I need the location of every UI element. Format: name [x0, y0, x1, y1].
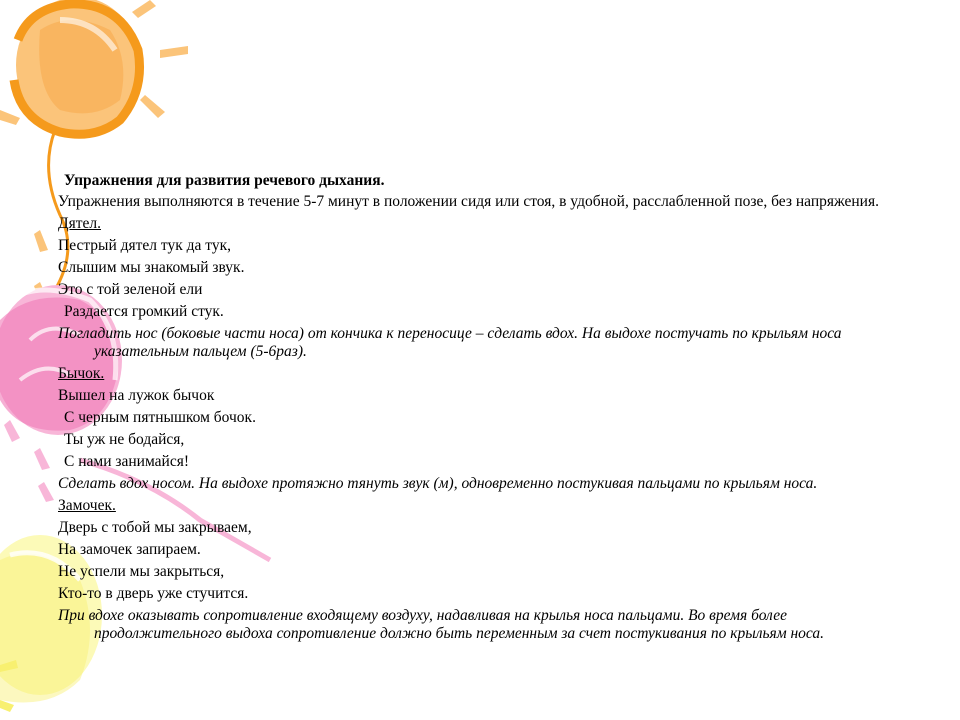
- verse-line: Не успели мы закрыться,: [58, 563, 225, 580]
- verse-line: Это с той зеленой ели: [58, 281, 203, 298]
- verse-line: С нами занимайся!: [64, 453, 190, 470]
- verse-line: Пестрый дятел тук да тук,: [58, 237, 232, 254]
- verse-line: С черным пятнышком бочок.: [64, 409, 256, 426]
- section-heading-zamochek: Замочек.: [58, 497, 116, 514]
- intro-paragraph: Упражнения выполняются в течение 5-7 минут в положении сидя или стоя, в удобной, расслабленной позе, без напряжения.: [58, 193, 879, 210]
- verse-line: Ты уж не бодайся,: [64, 431, 185, 448]
- verse-line: Вышел на лужок бычок: [58, 387, 215, 404]
- instruction-zamochek: При вдохе оказывать сопротивление входящему воздуху, надавливая на крылья носа пальцами. Во время более продолжительного выдоха сопротивление должно быть переменным за счет постукивания по крыльям носа.: [58, 607, 825, 642]
- section-heading-dyatel: Дятел.: [58, 215, 101, 232]
- instruction-bychok: Сделать вдох носом. На выдохе протяжно тянуть звук (м), одновременно постукивая пальцами по крыльям носа.: [58, 475, 818, 492]
- section-heading-bychok: Бычок.: [58, 365, 105, 382]
- verse-line: Раздается громкий стук.: [64, 303, 224, 320]
- instruction-dyatel: Погладить нос (боковые части носа) от кончика к переносице – сделать вдох. На выдохе постучать по крыльям носа указательным пальцем (5-6раз).: [58, 325, 842, 360]
- verse-line: Дверь с тобой мы закрываем,: [58, 519, 252, 536]
- verse-line: Слышим мы знакомый звук.: [58, 259, 245, 276]
- document-body: [58, 172, 898, 643]
- document-title: Упражнения для развития речевого дыхания.: [64, 172, 385, 189]
- verse-line: На замочек запираем.: [58, 541, 201, 558]
- verse-line: Кто-то в дверь уже стучится.: [58, 585, 249, 602]
